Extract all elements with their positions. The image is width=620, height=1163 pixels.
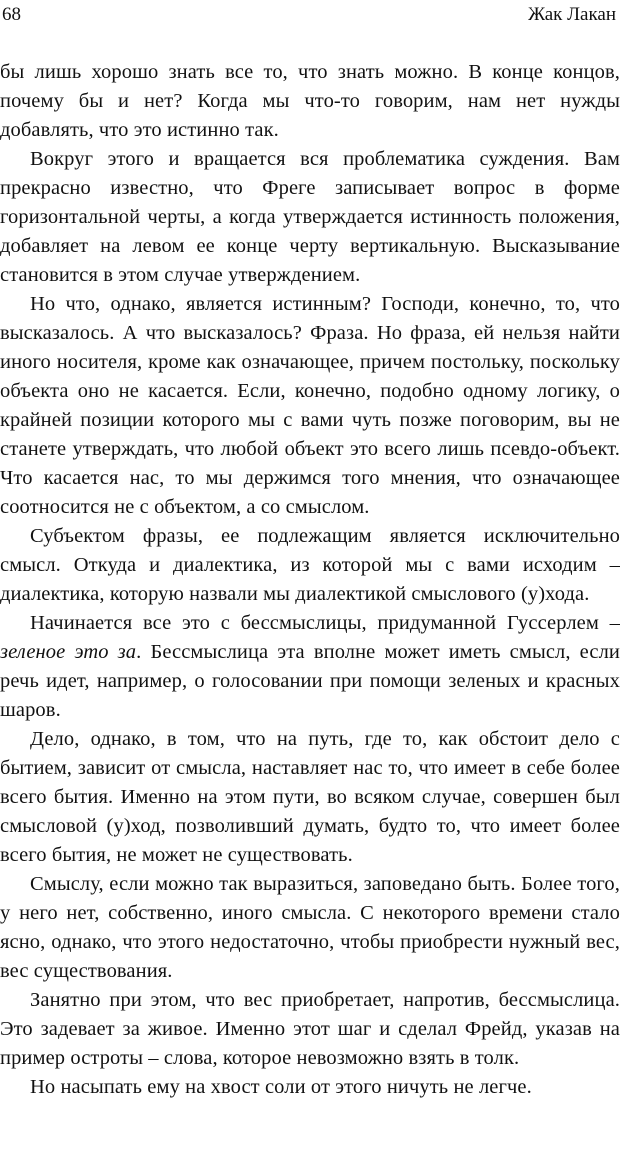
running-title: Жак Лакан (528, 4, 616, 25)
italic-phrase: зеленое это за (0, 641, 137, 663)
body-text (0, 58, 620, 1102)
paragraph: Но насыпать ему на хвост соли от этого ничуть не легче. (30, 1076, 532, 1098)
paragraph-text: Начинается все это с бессмыслицы, придуманной Гуссерлем – (30, 612, 620, 634)
paragraph: Занятно при этом, что вес приобретает, напротив, бессмыслица. Это задевает за живое. Именно этот шаг и сделал Фрейд, указав на пример остроты – слова, которое невозможно взять в толк. (0, 989, 620, 1069)
paragraph: Смыслу, если можно так выразиться, заповедано быть. Более того, у него нет, собственно, иного смысла. С некоторого времени стало ясно, однако, что этого недостаточно, чтобы приобрести нужный вес, вес существования. (0, 873, 620, 982)
paragraph: Субъектом фразы, ее подлежащим является исключительно смысл. Откуда и диалектика, из которой мы с вами исходим – диалектика, которую назвали мы диалектикой смыслового (у)хода. (0, 525, 620, 605)
paragraph: бы лишь хорошо знать все то, что знать можно. В конце концов, почему бы и нет? Когда мы что-то говорим, нам нет нужды добавлять, что это истинно так. (0, 61, 620, 141)
paragraph: Но что, однако, является истинным? Господи, конечно, то, что высказалось. А что высказалось? Фраза. Но фраза, ей нельзя найти иного носителя, кроме как означающее, причем постольку, поскольку объекта оно не касается. Если, конечно, подобно одному логику, о крайней позиции которого мы с вами чуть позже поговорим, вы не станете утверждать, что любой объект это всего лишь псевдо-объект. Что касается нас, то мы держимся того мнения, что означающее соотносится не с объектом, а со смыслом. (0, 293, 620, 518)
page-header (2, 2, 616, 32)
paragraph: Вокруг этого и вращается вся проблематика суждения. Вам прекрасно известно, что Фреге записывает вопрос в форме горизонтальной черты, а когда утверждается истинность положения, добавляет на левом ее конце черту вертикальную. Высказывание становится в этом случае утверждением. (0, 148, 620, 286)
paragraph-text: . Бессмыслица эта вполне может иметь смысл, если речь идет, например, о голосовании при помощи зеленых и красных шаров. (0, 641, 620, 721)
paragraph (0, 609, 620, 725)
page-number: 68 (2, 4, 21, 25)
paragraph: Дело, однако, в том, что на путь, где то, как обстоит дело с бытием, зависит от смысла, наставляет нас то, что имеет в себе более всего бытия. Именно на этом пути, во всяком случае, совершен был смысловой (у)ход, позволивший думать, будто то, что имеет более всего бытия, не может не существовать. (0, 728, 620, 866)
